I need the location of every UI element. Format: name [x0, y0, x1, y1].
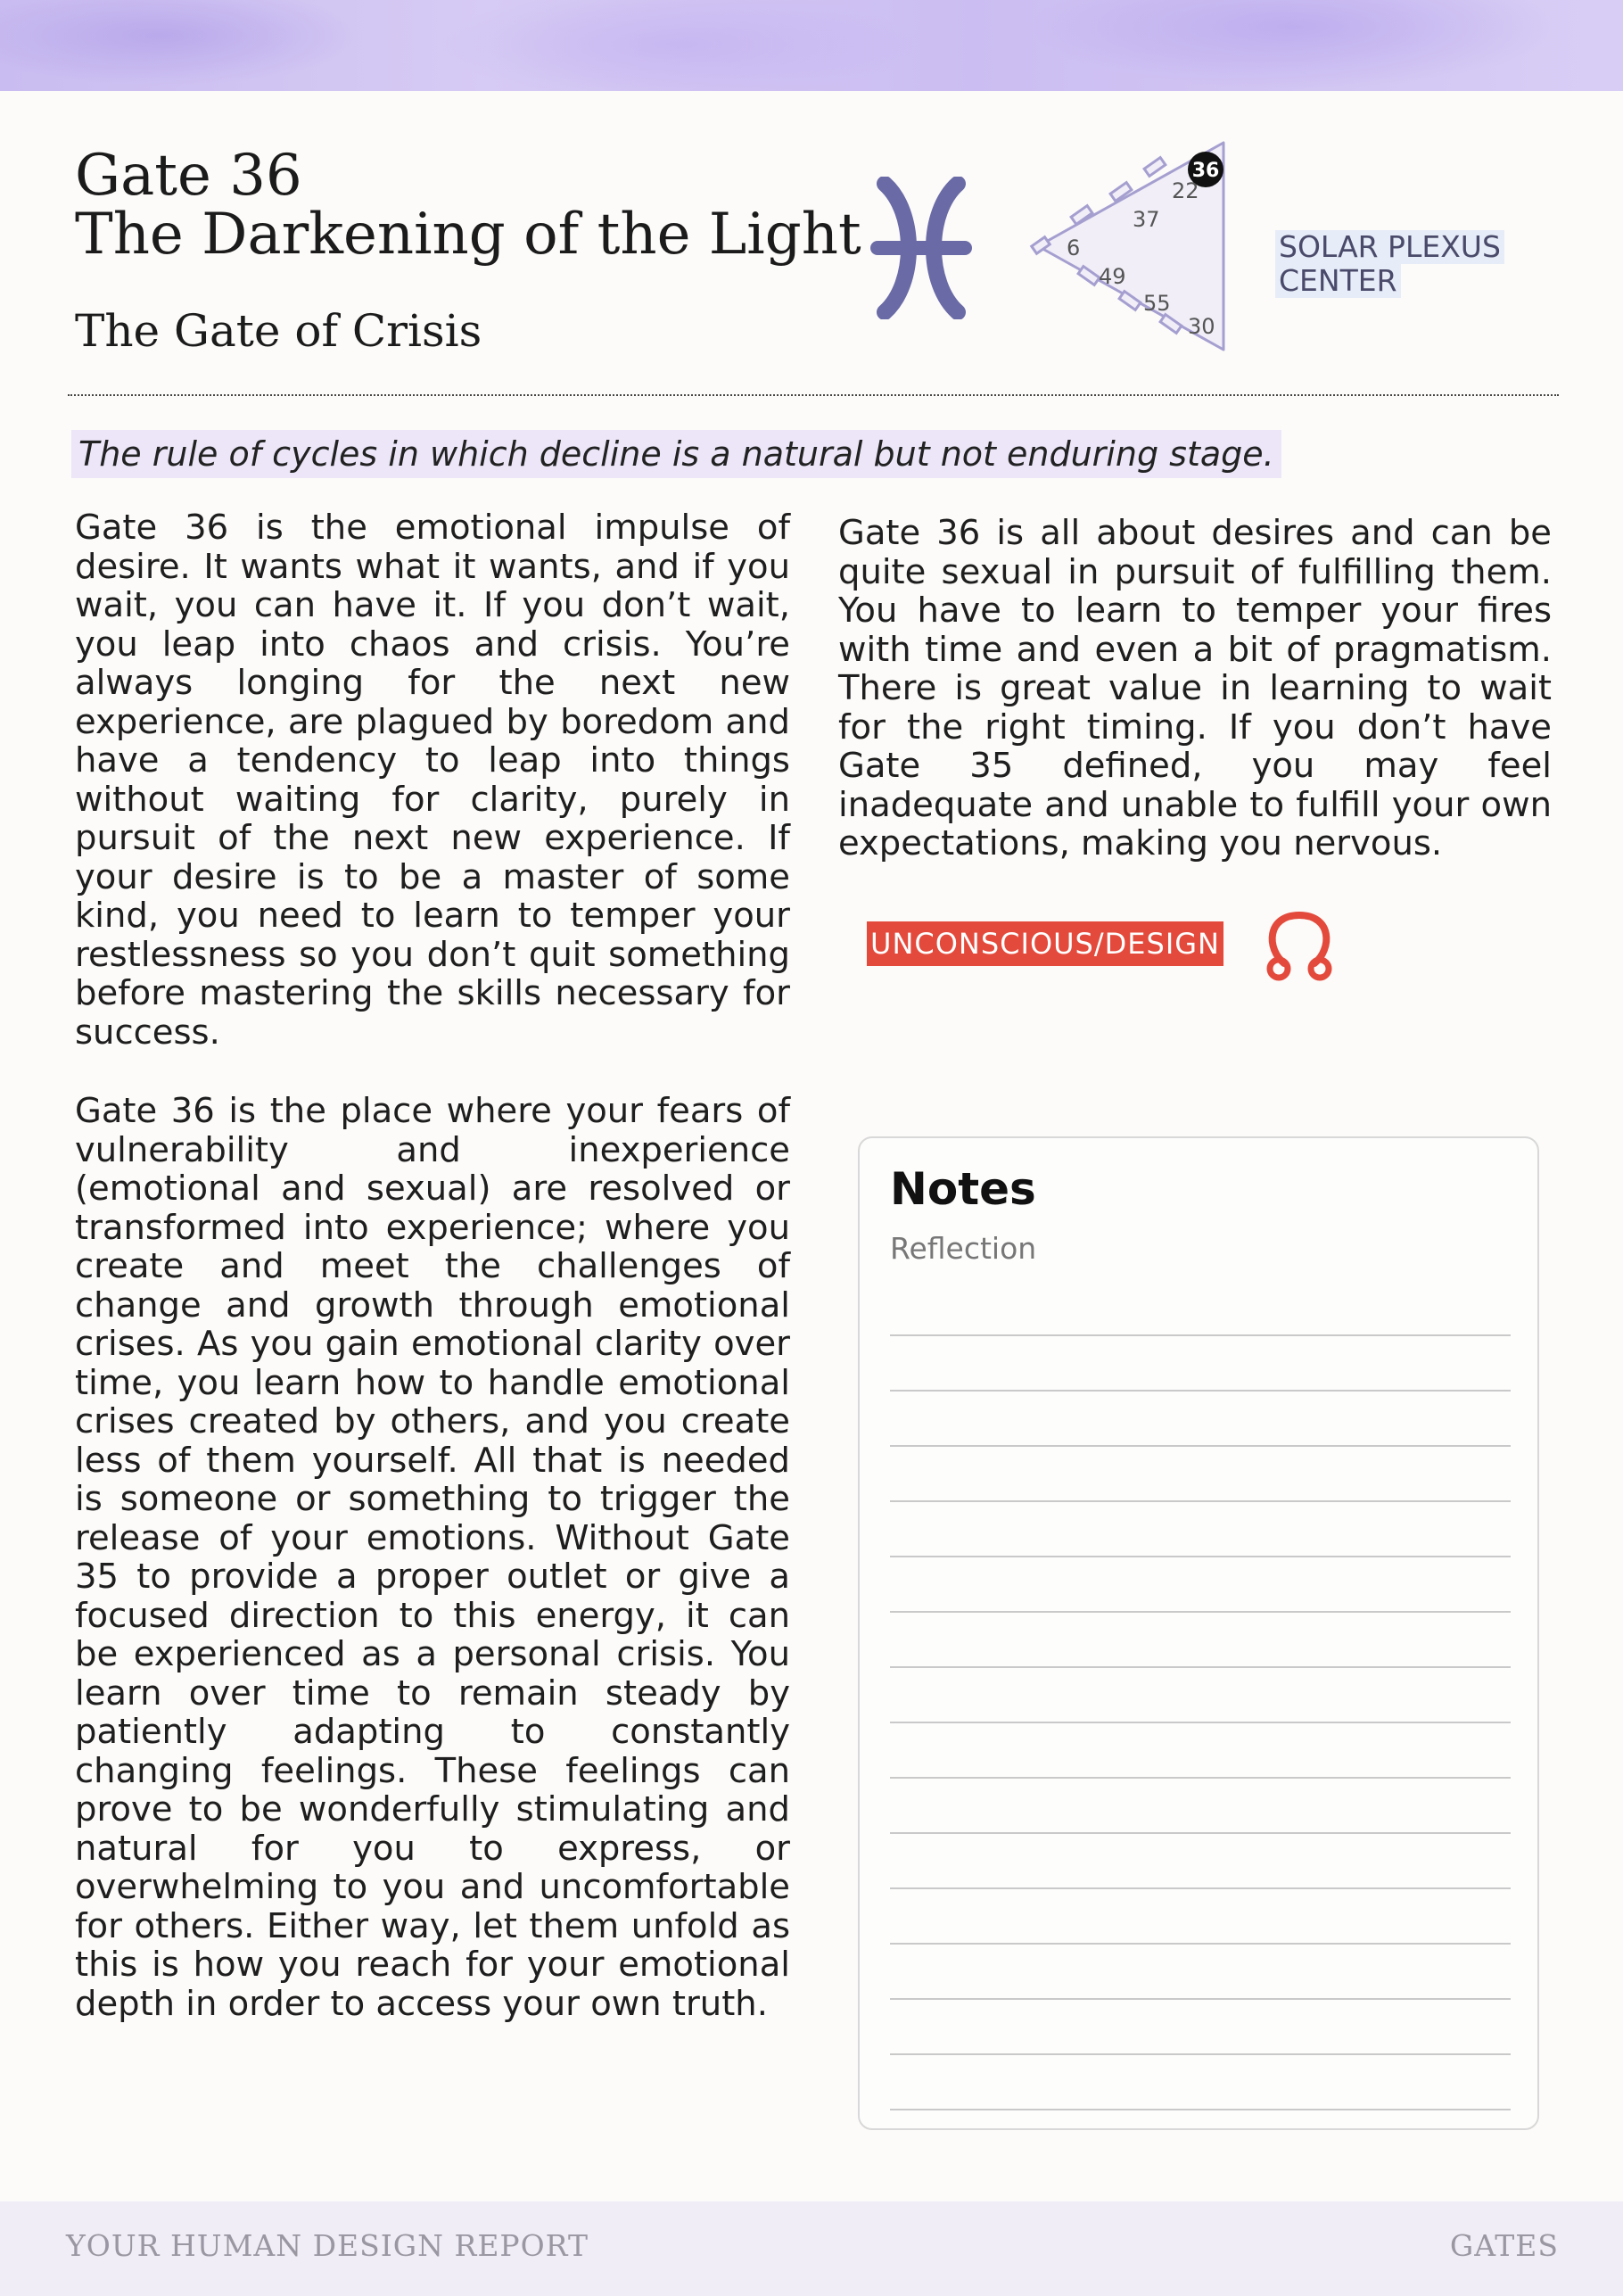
- notes-writing-line[interactable]: [890, 2053, 1511, 2055]
- notes-subtitle: Reflection: [890, 1231, 1037, 1266]
- unconscious-design-badge: UNCONSCIOUS/DESIGN: [867, 921, 1223, 966]
- notes-writing-line[interactable]: [890, 1887, 1511, 1889]
- bodygraph-gate-36: 36: [1191, 160, 1220, 182]
- notes-writing-line[interactable]: [890, 1722, 1511, 1723]
- south-node-icon: [1259, 904, 1339, 985]
- section-divider: [68, 394, 1559, 396]
- body-paragraph: Gate 36 is the place where your fears of vulnerability and inexperience (emotional and sexual) are resolved or transformed into experience; where you create and meet the challenges of change and growth through emotional crises. As you gain emotional clarity over time, you learn how to handle emotional crises created by others, and you create less of them yourself. All that is needed is someone or something to trigger the release of your emotions. Without Gate 35 to provide a proper outlet or give a focused direction to this energy, it can be experienced as a personal crisis. You learn over time to remain steady by patiently adapting to constantly changing feelings. These feelings can prove to be wonderfully stimulating and natural for you to express, or overwhelming to you and uncomfortable for others. Either way, let them unfold as this is how you reach for your emotional depth in order to access your own truth.: [75, 1091, 790, 2024]
- notes-writing-line[interactable]: [890, 1500, 1511, 1502]
- center-label-line2: CENTER: [1275, 264, 1401, 298]
- bodygraph-gate-55: 55: [1143, 291, 1171, 316]
- notes-writing-line[interactable]: [890, 1777, 1511, 1779]
- center-label: [1275, 230, 1504, 298]
- bodygraph-gate-37: 37: [1133, 207, 1160, 232]
- notes-writing-line[interactable]: [890, 1556, 1511, 1557]
- footer-report-title: YOUR HUMAN DESIGN REPORT: [66, 2228, 589, 2263]
- pisces-icon: [865, 177, 977, 319]
- body-paragraph: Gate 36 is all about desires and can be quite sexual in pursuit of fulfilling them. You have to learn to temper your fires with time and even a bit of pragmatism. There is great value in learning to wait for the right timing. If you don’t have Gate 35 defined, you may feel inadequate and unable to fulfill your own expectations, making you nervous.: [838, 513, 1552, 863]
- center-label-line1: SOLAR PLEXUS: [1275, 230, 1504, 264]
- left-column-paragraph-1: [75, 508, 790, 1052]
- gate-subtitle: The Gate of Crisis: [75, 305, 482, 357]
- notes-writing-line[interactable]: [890, 1666, 1511, 1668]
- bodygraph-gate-49: 49: [1099, 264, 1126, 289]
- bodygraph-gate-30: 30: [1188, 314, 1215, 339]
- bodygraph-gate-6: 6: [1067, 235, 1081, 260]
- page-footer: [0, 2201, 1623, 2296]
- gate-rule-quote: The rule of cycles in which decline is a natural but not enduring stage.: [71, 430, 1281, 478]
- gate-name-title: The Darkening of the Light: [75, 202, 861, 268]
- left-column-paragraph-2: [75, 1092, 790, 2023]
- footer-section-label: GATES: [1449, 2228, 1559, 2263]
- notes-writing-line[interactable]: [890, 1445, 1511, 1447]
- notes-card: [858, 1136, 1539, 2130]
- header-watercolor-band: [0, 0, 1623, 91]
- notes-writing-line[interactable]: [890, 1611, 1511, 1613]
- notes-writing-line[interactable]: [890, 1390, 1511, 1392]
- right-column-paragraph-1: [838, 514, 1552, 863]
- notes-writing-line[interactable]: [890, 2109, 1511, 2110]
- bodygraph-gate-22: 22: [1172, 178, 1199, 203]
- solar-plexus-bodygraph: [1027, 136, 1238, 359]
- notes-title: Notes: [890, 1163, 1036, 1215]
- gate-number-title: Gate 36: [75, 143, 302, 209]
- notes-writing-line[interactable]: [890, 1943, 1511, 1945]
- notes-writing-line[interactable]: [890, 1832, 1511, 1834]
- notes-writing-line[interactable]: [890, 1334, 1511, 1336]
- notes-writing-line[interactable]: [890, 1998, 1511, 2000]
- body-paragraph: Gate 36 is the emotional impulse of desire. It wants what it wants, and if you wait, you can have it. If you don’t wait, you leap into chaos and crisis. You’re always longing for the next new experience, are plagued by boredom and have a tendency to leap into things without waiting for clarity, purely in pursuit of the next new experience. If your desire is to be a master of some kind, you need to learn to temper your restlessness so you don’t quit something before mastering the skills necessary for success.: [75, 508, 790, 1053]
